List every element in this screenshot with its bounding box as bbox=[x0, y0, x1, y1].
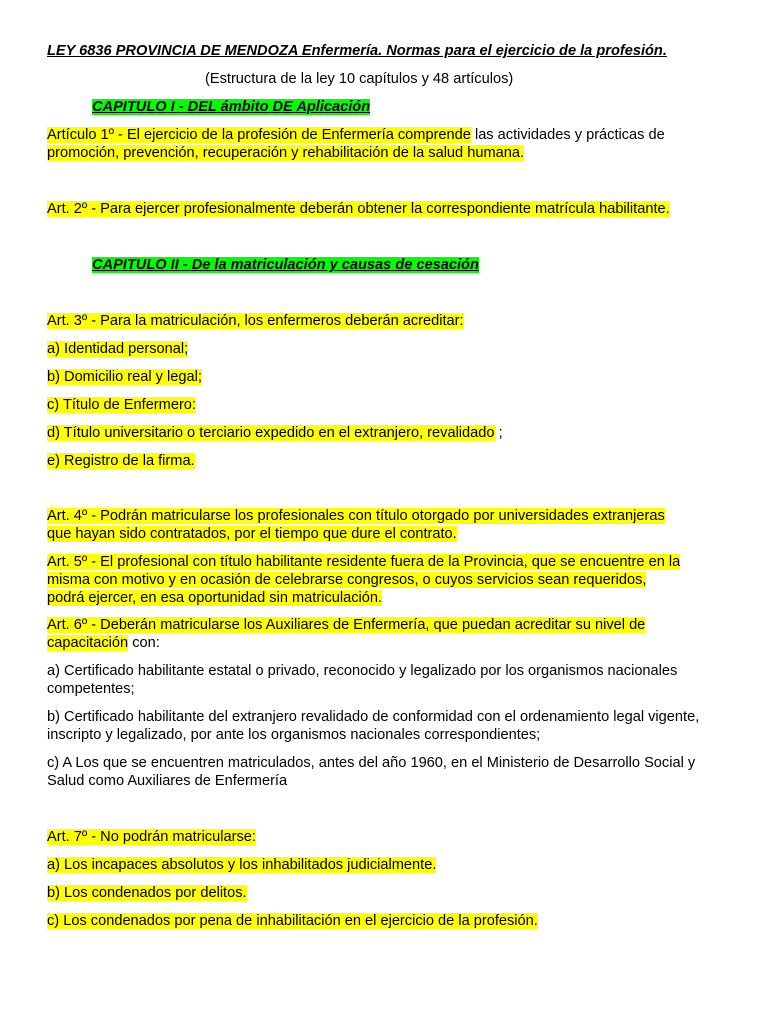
article-3-item-a: a) Identidad personal; bbox=[47, 341, 189, 357]
article-3-item-e: e) Registro de la firma. bbox=[47, 453, 195, 469]
article-7-item-c: c) Los condenados por pena de inhabilitación en el ejercicio de la profesión. bbox=[47, 913, 538, 929]
article-6-item-b: b) Certificado habilitante del extranjero revalidado de conformidad con el ordenamiento legal vigente, inscripto y legalizado, por ante los organismos nacionales correspondientes; bbox=[47, 709, 700, 743]
article-7-item-b: b) Los condenados por delitos. bbox=[47, 885, 247, 901]
chapter-1-heading bbox=[92, 98, 768, 116]
article-6-item-a: a) Certificado habilitante estatal o privado, reconocido y legalizado por los organismos nacionales competentes; bbox=[47, 663, 678, 697]
article-5-line-3: podrá ejercer, en esa oportunidad sin matriculación. bbox=[47, 590, 383, 606]
document-title: LEY 6836 PROVINCIA DE MENDOZA Enfermería. Normas para el ejercicio de la profesión. bbox=[47, 43, 667, 59]
chapter-2-label: CAPITULO II - De la matriculación y causas de cesación bbox=[92, 257, 479, 273]
article-6-item-c: c) A Los que se encuentren matriculados, antes del año 1960, en el Ministerio de Desarrollo Social y Salud como Auxiliares de Enfermería bbox=[47, 755, 696, 789]
article-7-item-a: a) Los incapaces absolutos y los inhabilitados judicialmente. bbox=[47, 857, 437, 873]
article-2: Art. 2º - Para ejercer profesionalmente deberán obtener la correspondiente matrícula habilitante. bbox=[47, 201, 670, 217]
article-3-item-b: b) Domicilio real y legal; bbox=[47, 369, 202, 385]
article-4-line-1: Art. 4º - Podrán matricularse los profesionales con título otorgado por universidades extranjeras bbox=[47, 508, 665, 524]
article-1-line-2: promoción, prevención, recuperación y rehabilitación de la salud humana. bbox=[47, 145, 525, 161]
article-1-rest: las actividades y prácticas de bbox=[470, 127, 665, 143]
article-6-line-1: Art. 6º - Deberán matricularse los Auxiliares de Enfermería, que puedan acreditar su nivel de bbox=[47, 617, 646, 633]
article-7: Art. 7º - No podrán matricularse: bbox=[47, 829, 256, 845]
article-1-line-1 bbox=[47, 126, 727, 144]
article-6-line-2: capacitación con: bbox=[47, 635, 160, 651]
article-3-item-d: d) Título universitario o terciario expedido en el extranjero, revalidado ; bbox=[47, 425, 503, 441]
article-1-highlight: Artículo 1º - El ejercicio de la profesión de Enfermería comprende bbox=[47, 127, 471, 143]
document-subtitle: (Estructura de la ley 10 capítulos y 48 artículos) bbox=[205, 71, 514, 87]
chapter-1-label: CAPITULO I - DEL ámbito DE Aplicación bbox=[92, 99, 371, 115]
article-5-line-1: Art. 5º - El profesional con título habilitante residente fuera de la Provincia, que se encuentre en la bbox=[47, 554, 681, 570]
article-3-item-c: c) Título de Enfermero: bbox=[47, 397, 196, 413]
article-5-line-2: misma con motivo y en ocasión de celebrarse congresos, o cuyos servicios sean requeridos, bbox=[47, 572, 647, 588]
article-4-line-2: que hayan sido contratados, por el tiempo que dure el contrato. bbox=[47, 526, 457, 542]
chapter-2-heading bbox=[92, 256, 768, 274]
article-3: Art. 3º - Para la matriculación, los enfermeros deberán acreditar: bbox=[47, 313, 464, 329]
